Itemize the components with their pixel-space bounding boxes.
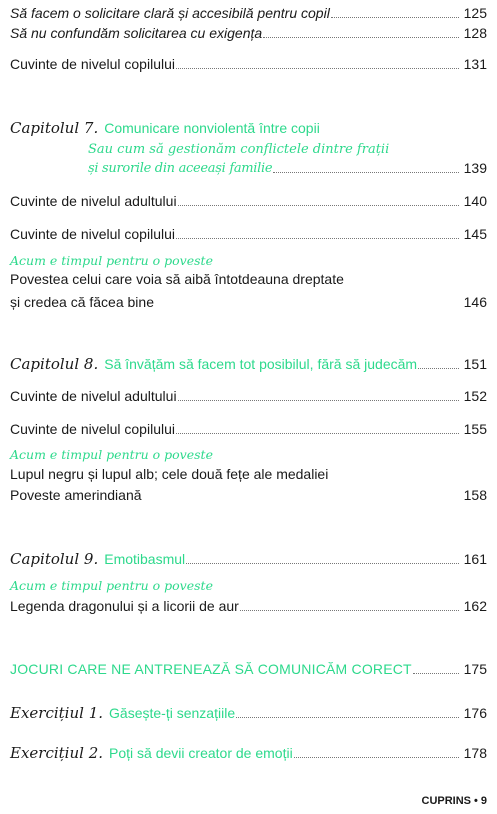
page-number: 158 xyxy=(463,487,487,503)
story-heading: Acum e timpul pentru o poveste xyxy=(10,578,213,593)
leader-dots xyxy=(294,756,459,758)
page-footer xyxy=(422,795,488,807)
chapter-title: Să învățăm să facem tot posibilul, fără să judecăm xyxy=(104,356,418,372)
leader-dots xyxy=(331,16,459,18)
story-heading: Acum e timpul pentru o poveste xyxy=(10,253,213,268)
leader-dots xyxy=(178,399,459,401)
leader-dots xyxy=(176,432,459,434)
entry-title: Să nu confundăm solicitarea cu exigența xyxy=(10,25,263,41)
exercise-2-entry[interactable] xyxy=(10,745,487,762)
leader-dots xyxy=(186,562,458,564)
toc-entry[interactable] xyxy=(10,56,487,73)
chapter-label: Capitolul 9. xyxy=(10,550,99,568)
exercise-title: Găsește-ți senzațiile xyxy=(109,705,236,721)
page-number: 175 xyxy=(463,661,487,677)
chapter-subtitle-line1: Sau cum să gestionăm conflictele dintre frații xyxy=(88,142,390,157)
page-number: 139 xyxy=(463,160,487,176)
chapter-label: Capitolul 7. xyxy=(10,119,99,137)
chapter-9-heading[interactable] xyxy=(10,551,487,568)
toc-entry[interactable] xyxy=(10,294,487,311)
leader-space xyxy=(143,498,459,500)
leader-dots xyxy=(176,237,459,239)
toc-entry[interactable] xyxy=(10,421,487,438)
page-number: 125 xyxy=(463,5,487,21)
page-number: 128 xyxy=(463,25,487,41)
page-number: 140 xyxy=(463,193,487,209)
toc-entry[interactable] xyxy=(10,598,487,615)
leader-dots xyxy=(240,609,459,611)
chapter-8-heading[interactable] xyxy=(10,356,487,373)
footer-page-number: 9 xyxy=(480,795,487,807)
footer-section: CUPRINS xyxy=(421,795,472,807)
page-number: 131 xyxy=(463,56,487,72)
leader-dots xyxy=(176,67,459,69)
story-title-line1: Lupul negru și lupul alb; cele două fețe ale medaliei xyxy=(10,466,329,482)
story-title-line2: Poveste amerindiană xyxy=(10,487,142,503)
page-number: 152 xyxy=(463,388,487,404)
entry-title: Să facem o solicitare clară și accesibilă pentru copil xyxy=(10,5,330,21)
toc-entry[interactable] xyxy=(10,226,487,243)
leader-dots xyxy=(413,672,459,674)
page-number: 162 xyxy=(463,598,487,614)
story-title-line1: Povestea celui care voia să aibă întotdeauna dreptate xyxy=(10,271,344,287)
toc-entry[interactable] xyxy=(10,487,487,504)
leader-dots xyxy=(236,716,459,718)
page-number: 155 xyxy=(463,421,487,437)
leader-dots xyxy=(418,367,459,369)
exercise-label: Exercițiul 2. xyxy=(10,744,104,762)
entry-title: Cuvinte de nivelul copilului xyxy=(10,421,175,437)
entry-title: Cuvinte de nivelul adultului xyxy=(10,388,177,404)
page-number: 151 xyxy=(463,356,487,372)
toc-entry[interactable] xyxy=(10,388,487,405)
section-title: JOCURI CARE NE ANTRENEAZĂ SĂ COMUNICĂM CORECT xyxy=(10,661,412,677)
story-heading: Acum e timpul pentru o poveste xyxy=(10,447,213,462)
page-number: 146 xyxy=(463,294,487,310)
toc-entry[interactable] xyxy=(10,193,487,210)
footer-separator: • xyxy=(474,795,478,807)
exercise-1-entry[interactable] xyxy=(10,705,487,722)
chapter-title: Comunicare nonviolentă între copii xyxy=(104,120,320,136)
page-number: 178 xyxy=(463,745,487,761)
entry-title: Cuvinte de nivelul adultului xyxy=(10,193,177,209)
chapter-title: Emotibasmul xyxy=(104,551,186,567)
chapter-subtitle-line2[interactable]: și surorile din aceeași familie 139 xyxy=(88,160,487,176)
entry-title: Cuvinte de nivelul copilului xyxy=(10,56,175,72)
leader-space xyxy=(155,305,459,307)
leader-dots xyxy=(273,171,458,173)
story-title: Legenda dragonului și a licorii de aur xyxy=(10,598,239,614)
page-number: 176 xyxy=(463,705,487,721)
exercise-label: Exercițiul 1. xyxy=(10,704,104,722)
chapter-7-heading[interactable] xyxy=(10,120,487,137)
toc-entry[interactable] xyxy=(10,5,487,22)
story-title-line2: și credea că făcea bine xyxy=(10,294,154,310)
leader-dots xyxy=(178,204,459,206)
leader-dots xyxy=(263,36,458,38)
page-number: 161 xyxy=(463,551,487,567)
page-number: 145 xyxy=(463,226,487,242)
exercise-title: Poți să devii creator de emoții xyxy=(109,745,293,761)
chapter-label: Capitolul 8. xyxy=(10,355,99,373)
entry-title: Cuvinte de nivelul copilului xyxy=(10,226,175,242)
games-section-heading[interactable] xyxy=(10,661,487,678)
toc-entry[interactable] xyxy=(10,25,487,42)
